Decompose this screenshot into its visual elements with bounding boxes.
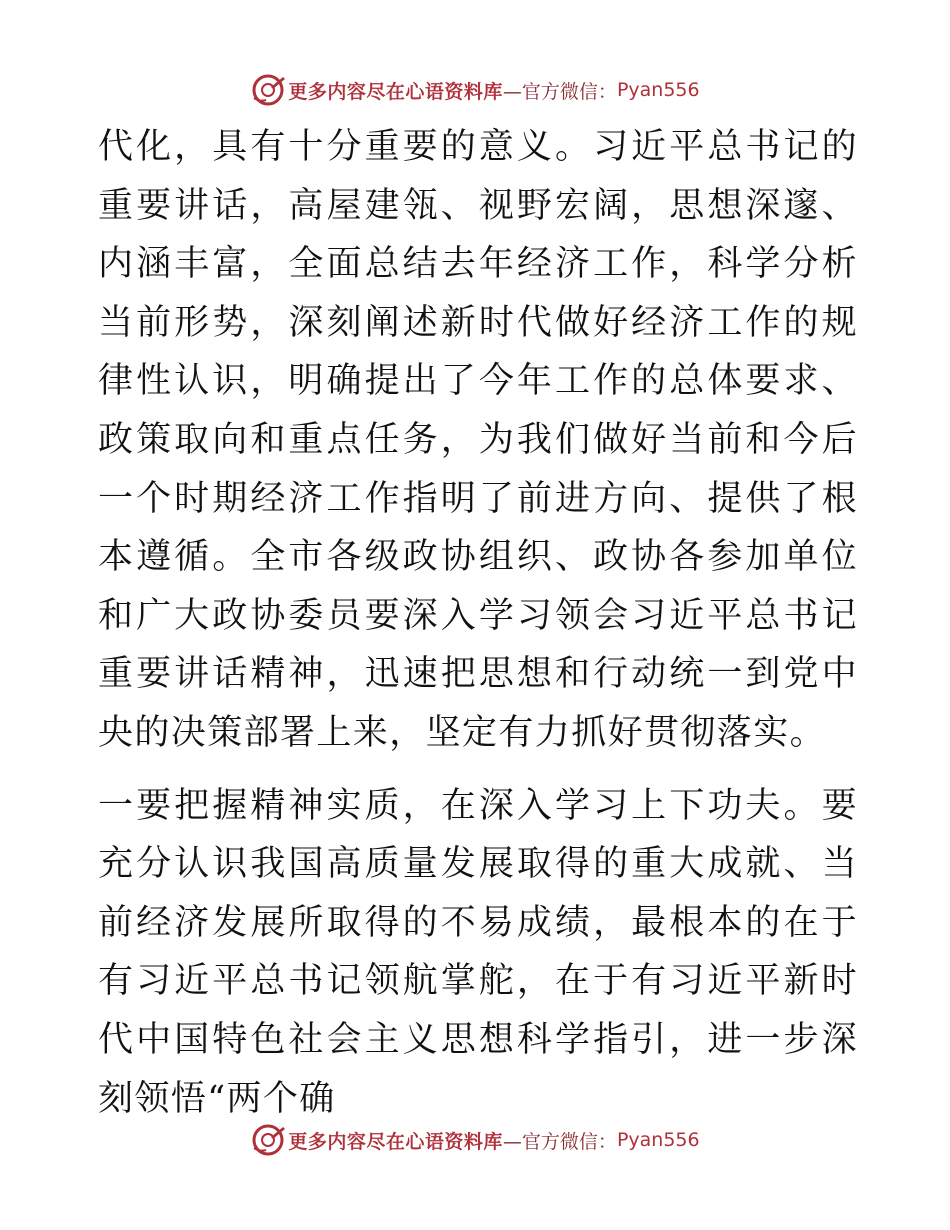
pen-logo-icon: [250, 72, 286, 108]
document-body: [98, 118, 858, 1128]
body-paragraph-2: 一要把握精神实质，在深入学习上下功夫。要充分认识我国高质量发展取得的重大成就、当前经济发展所取得的不易成绩，最根本的在于有习近平总书记领航掌舵，在于有习近平新时代中国特色社会主义思想科学指引，进一步深刻领悟“两个确: [98, 785, 858, 1119]
pen-logo-icon: [250, 1122, 286, 1158]
banner-wechat-id: Pyan556: [616, 79, 700, 101]
header-watermark-banner: [0, 70, 950, 110]
footer-watermark-banner: [0, 1120, 950, 1160]
banner-wechat-id: Pyan556: [616, 1129, 700, 1151]
body-paragraph-1: 代化，具有十分重要的意义。习近平总书记的重要讲话，高屋建瓴、视野宏阔，思想深邃、内涵丰富，全面总结去年经济工作，科学分析当前形势，深刻阐述新时代做好经济工作的规律性认识，明确提出了今年工作的总体要求、政策取向和重点任务，为我们做好当前和今后一个时期经济工作指明了前进方向、提供了根本遵循。全市各级政协组织、政协各参加单位和广大政协委员要深入学习领会习近平总书记重要讲话精神，迅速把思想和行动统一到党中央的决策部署上来，坚定有力抓好贯彻落实。: [98, 127, 858, 753]
banner-wechat-label: —官方微信：: [502, 80, 617, 103]
banner-wechat-label: —官方微信：: [502, 1130, 617, 1153]
banner-brand-text: 更多内容尽在心语资料库: [288, 80, 503, 103]
banner-brand-text: 更多内容尽在心语资料库: [288, 1130, 503, 1153]
